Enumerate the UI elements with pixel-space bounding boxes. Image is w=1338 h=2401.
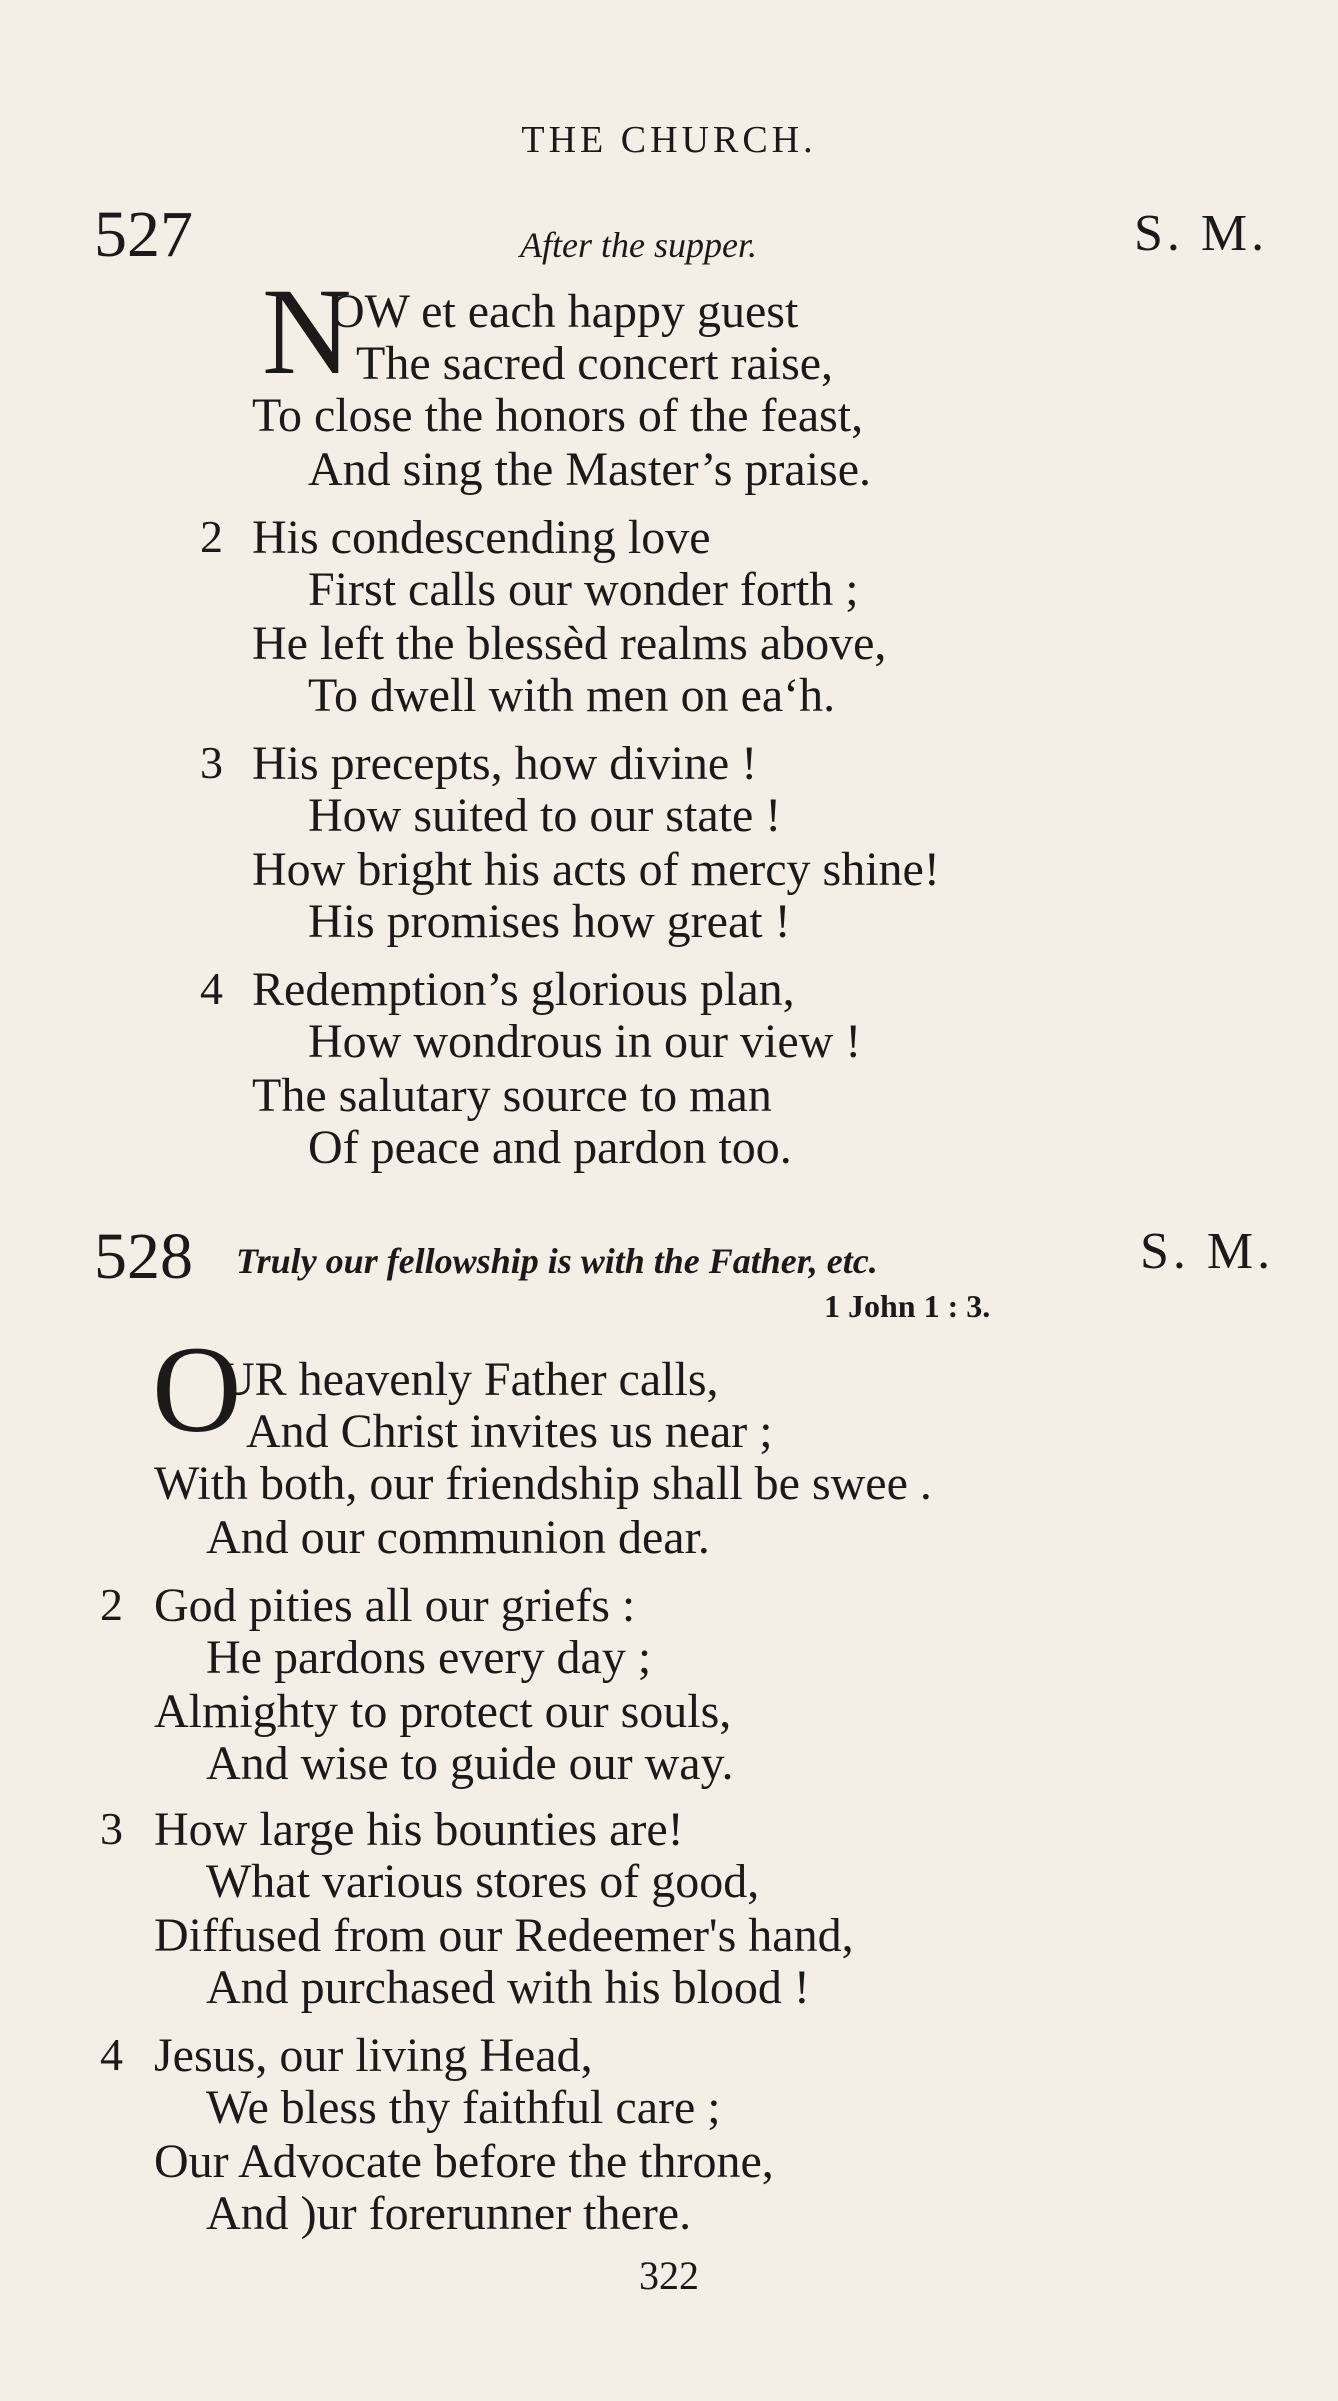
verse-line: Of peace and pardon too.: [308, 1121, 792, 1174]
running-head: THE CHURCH.: [521, 119, 817, 161]
hymn-meter: S. M.: [1134, 205, 1269, 262]
verse-number: 3: [200, 737, 223, 788]
verse-line: The sacred concert raise,: [356, 337, 834, 390]
verse-line: Diffused from our Redeemer's hand,: [154, 1909, 854, 1962]
hymn-title: Truly our fellowship is with the Father, etc.: [236, 1241, 878, 1281]
verse-line: The salutary source to man: [252, 1069, 772, 1122]
verse-line: His promises how great !: [308, 895, 791, 948]
hymn-number: 528: [94, 1220, 193, 1293]
drop-cap: O: [152, 1321, 242, 1458]
verse-line: He left the blessèd realms above,: [252, 617, 887, 670]
verse-number: 2: [100, 1579, 123, 1630]
verse-number: 2: [200, 511, 223, 562]
verse-line: Almighty to protect our souls,: [154, 1685, 732, 1738]
verse-number: 4: [100, 2029, 123, 2080]
verse-line: Jesus, our living Head,: [154, 2029, 593, 2082]
verse-line: His precepts, how divine !: [252, 737, 758, 790]
verse-line: Redemption’s glorious plan,: [252, 963, 795, 1016]
hymn-meter: S. M.: [1140, 1223, 1275, 1280]
verse-line: How wondrous in our view !: [308, 1015, 862, 1068]
verse-line: How large his bounties are!: [154, 1803, 684, 1856]
verse-line: And Christ invites us near ;: [246, 1405, 773, 1458]
verse-line: What various stores of good,: [206, 1855, 760, 1908]
page-number: 322: [639, 2253, 699, 2298]
verse-line: First calls our wonder forth ;: [308, 563, 859, 616]
verse-line: OW et each happy guest: [330, 285, 799, 338]
hymn-title: After the supper.: [520, 225, 757, 265]
verse-line: How suited to our state !: [308, 789, 782, 842]
verse-line: To close the honors of the feast,: [252, 389, 864, 442]
verse-line: Our Advocate before the throne,: [154, 2135, 774, 2188]
drop-cap: N: [262, 263, 352, 400]
verse-line: How bright his acts of mercy shine!: [252, 843, 940, 896]
scripture-reference: 1 John 1 : 3.: [824, 1288, 991, 1324]
verse-line: And wise to guide our way.: [206, 1737, 734, 1790]
verse-number: 4: [200, 963, 223, 1014]
verse-line: To dwell with men on ea‘h.: [308, 669, 836, 722]
verse-line: With both, our friendship shall be swee .: [154, 1457, 932, 1510]
verse-line: UR heavenly Father calls,: [220, 1353, 719, 1406]
verse-line: And sing the Master’s praise.: [308, 443, 872, 496]
verse-number: 3: [100, 1803, 123, 1854]
verse-line: He pardons every day ;: [206, 1631, 652, 1684]
verse-line: And our communion dear.: [206, 1511, 710, 1564]
verse-line: And purchased with his blood !: [206, 1961, 810, 2014]
verse-line: We bless thy faithful care ;: [206, 2081, 721, 2134]
verse-line: God pities all our griefs :: [154, 1579, 636, 1632]
hymn-number: 527: [94, 198, 193, 271]
verse-line: His condescending love: [252, 511, 711, 564]
verse-line: And )ur forerunner there.: [206, 2187, 692, 2240]
